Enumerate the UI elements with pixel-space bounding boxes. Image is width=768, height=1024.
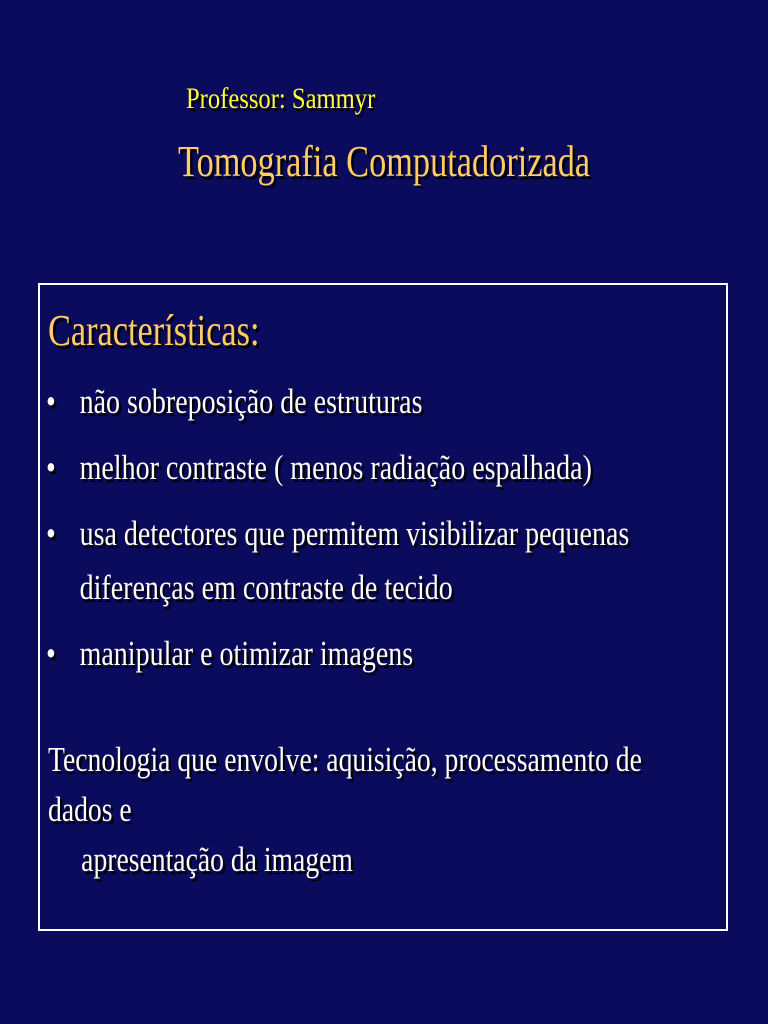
bullet-icon: • [46, 634, 56, 673]
content-box [38, 283, 728, 931]
bullet-text: manipular e otimizar imagens [79, 634, 414, 673]
bullet-text: não sobreposição de estruturas [79, 382, 423, 421]
list-item [46, 507, 670, 615]
paragraph-line-1: Tecnologia que envolve: aquisição, processamento de dados e [48, 740, 642, 829]
paragraph-line-2: apresentação da imagem [81, 840, 353, 879]
list-item [46, 627, 670, 681]
technology-paragraph [48, 735, 712, 885]
list-item [46, 375, 670, 429]
list-item [46, 441, 670, 495]
bullet-list [46, 375, 768, 693]
slide-title: Tomografia Computadorizada [178, 137, 591, 186]
bullet-icon: • [46, 514, 56, 553]
bullet-text: usa detectores que permitem visibilizar pequenas diferenças em contraste de tecido [79, 514, 630, 607]
bullet-text: melhor contraste ( menos radiação espalhada) [79, 448, 592, 487]
bullet-icon: • [46, 382, 56, 421]
section-heading: Características: [48, 306, 260, 355]
bullet-icon: • [46, 448, 56, 487]
professor-label: Professor: Sammyr [186, 82, 376, 115]
